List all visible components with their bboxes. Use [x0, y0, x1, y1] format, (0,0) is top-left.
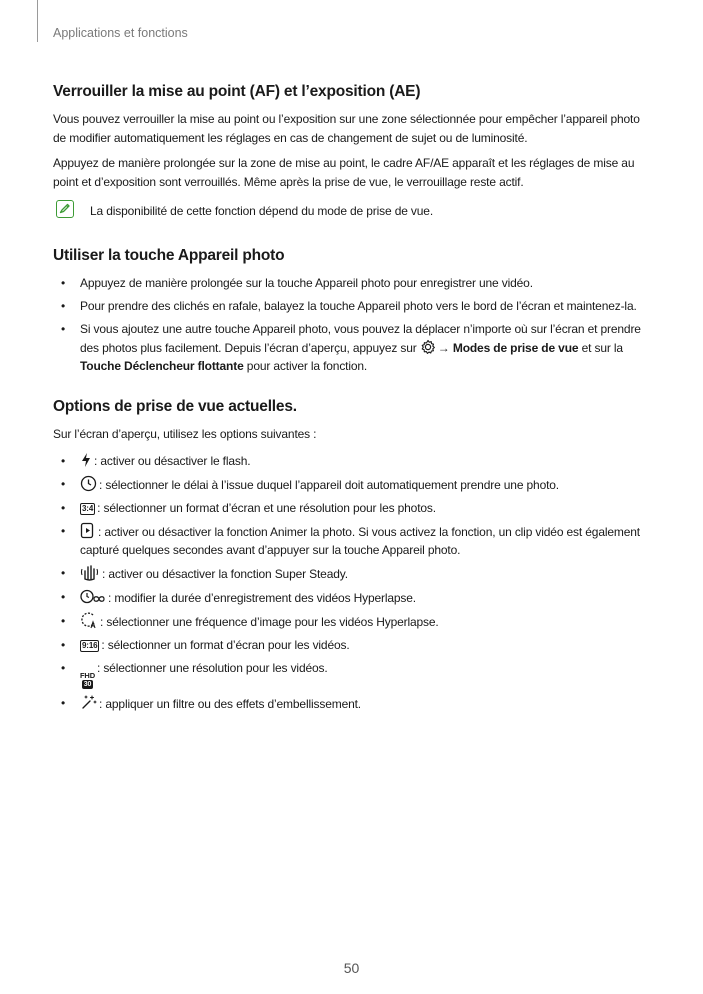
camera-button-list — [53, 274, 653, 376]
note-icon — [56, 200, 74, 218]
filter-icon — [80, 694, 97, 711]
list-item: • : modifier la durée d’enregistrement des vidéos Hyperlapse. — [61, 590, 416, 605]
paragraph: Vous pouvez verrouiller la mise au point ou l’exposition sur une zone sélectionnée pour empêcher l’appareil photo de modifier automatiquement les réglages en cas de changement de sujet ou de luminosité. — [53, 112, 640, 145]
flash-icon — [80, 452, 92, 468]
section-title-af-ae: Verrouiller la mise au point (AF) et l’exposition (AE) — [53, 83, 421, 100]
list-item: • Pour prendre des clichés en rafale, balayez la touche Appareil photo vers le bord de l’écran et maintenez-la. — [61, 299, 637, 313]
ratio-3-4-icon: 3:4 — [82, 503, 94, 513]
list-item: • : sélectionner le délai à l’issue duquel l’appareil doit automatiquement prendre une photo. — [61, 476, 559, 492]
ratio-9-16-icon: 9:16 — [82, 641, 98, 650]
note-text: La disponibilité de cette fonction dépend du mode de prise de vue. — [90, 204, 434, 218]
page-content — [53, 83, 653, 735]
list-item: • : activer ou désactiver la fonction Super Steady. — [61, 566, 348, 581]
list-item: • : activer ou désactiver le flash. — [61, 453, 251, 468]
header-divider — [37, 0, 38, 42]
list-item: • : sélectionner une fréquence d’image pour les vidéos Hyperlapse. — [61, 614, 439, 629]
page-number: 50 — [343, 960, 360, 976]
note-box — [53, 202, 653, 221]
shooting-options-list — [53, 452, 653, 714]
section-title-camera-button: Utiliser la touche Appareil photo — [53, 247, 285, 264]
paragraph: Sur l’écran d’aperçu, utilisez les options suivantes : — [53, 426, 317, 441]
paragraph: Appuyez de manière prolongée sur la zone de mise au point, le cadre AF/AE apparaît et les réglages de mise au point et d’exposition sont verrouillés. Même après la prise de vue, le verrouillage reste actif. — [53, 156, 635, 189]
breadcrumb: Applications et fonctions — [53, 26, 188, 40]
timer-icon — [80, 475, 97, 492]
super-steady-icon — [80, 564, 100, 581]
hyperlapse-framerate-icon — [80, 612, 98, 629]
motion-photo-icon — [80, 522, 96, 539]
hyperlapse-duration-icon — [80, 588, 106, 605]
resolution-icon: FHD 30 — [80, 671, 95, 688]
section-title-shooting-options: Options de prise de vue actuelles. — [53, 397, 297, 415]
gear-icon — [420, 339, 436, 355]
list-item: • : activer ou désactiver la fonction Animer la photo. Si vous activez la fonction, un clip vidéo est également capturé quelques secondes avant d’appuyer sur la touche Appareil photo. — [61, 523, 640, 557]
list-item: • Appuyez de manière prolongée sur la touche Appareil photo pour enregistrer une vidéo. — [61, 276, 533, 290]
list-item: • FHD 30 : sélectionner une résolution pour les vidéos. — [61, 661, 328, 688]
list-item: • 3:4 : sélectionner un format d’écran et une résolution pour les photos. — [61, 500, 436, 515]
list-item: • : appliquer un filtre ou des effets d’embellissement. — [61, 695, 361, 711]
list-item: • 9:16 : sélectionner un format d’écran pour les vidéos. — [61, 638, 350, 652]
list-item: • Si vous ajoutez une autre touche Appareil photo, vous pouvez la déplacer n’importe où sur l’écran et prendre des photos plus facilement. Depuis l’écran d’aperçu, appuyez sur → Modes de prise de vue et sur la Touche Déclencheur flottante pour activer la fonction. — [61, 322, 641, 373]
